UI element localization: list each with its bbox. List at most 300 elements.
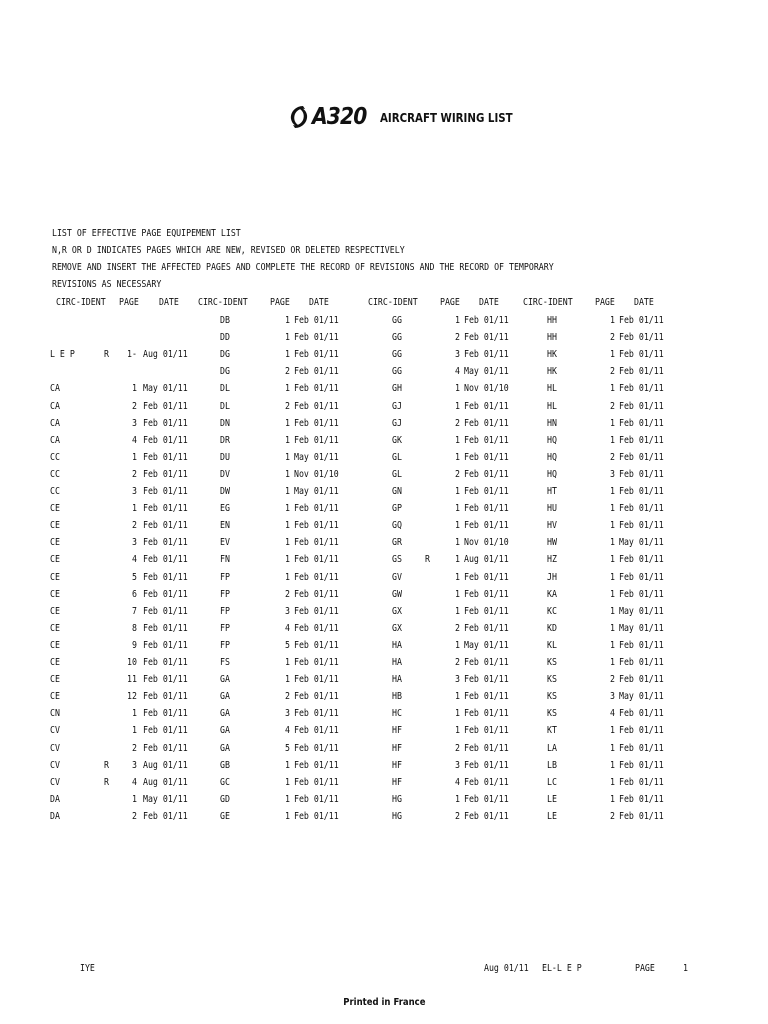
page-number-cell: 1 <box>285 486 290 497</box>
circ-ident-cell: CA <box>50 434 60 446</box>
date-cell: Feb 01/11 <box>464 708 509 720</box>
circ-ident-cell: HA <box>392 657 402 668</box>
date-cell: Feb 01/11 <box>143 742 188 754</box>
date-cell: Feb 01/11 <box>143 417 188 429</box>
page-number-cell: 3 <box>610 691 615 703</box>
circ-ident-cell: CV <box>50 742 60 754</box>
circ-ident-cell: GA <box>220 725 230 737</box>
date-cell: Feb 01/11 <box>143 588 188 600</box>
date-cell: Feb 01/11 <box>143 725 188 737</box>
page-number-cell: 1 <box>285 468 290 480</box>
circ-ident-cell: KS <box>547 691 557 703</box>
page-number-cell: 4 <box>132 776 137 788</box>
page-number-cell: 3 <box>455 674 460 686</box>
column-header-circ-ident: CIRC-IDENT <box>56 297 106 308</box>
page-number-cell: 1 <box>610 383 615 395</box>
circ-ident-cell: HG <box>392 810 402 822</box>
date-cell: May 01/11 <box>464 639 509 651</box>
circ-ident-cell: HV <box>547 520 557 532</box>
date-cell: Feb 01/11 <box>619 503 664 515</box>
date-cell: Feb 01/11 <box>464 332 509 344</box>
circ-ident-cell: HA <box>392 639 402 651</box>
info-line: REMOVE AND INSERT THE AFFECTED PAGES AND COMPLETE THE RECORD OF REVISIONS AND THE RECORD OF TEMPORARY <box>52 262 554 273</box>
page-number-cell: 2 <box>285 366 290 378</box>
date-cell: Nov 01/10 <box>294 468 339 480</box>
date-cell: Feb 01/11 <box>464 315 509 326</box>
column-header-date: DATE <box>309 297 329 308</box>
page-number-cell: 1 <box>285 315 290 326</box>
circ-ident-cell: HW <box>547 537 557 549</box>
page-number-cell: 1 <box>455 434 460 446</box>
date-cell: Feb 01/11 <box>143 810 188 822</box>
info-line: N,R OR D INDICATES PAGES WHICH ARE NEW, REVISED OR DELETED RESPECTIVELY <box>52 245 405 256</box>
circ-ident-cell: DU <box>220 451 230 463</box>
date-cell: Feb 01/11 <box>619 725 664 737</box>
date-cell: Feb 01/11 <box>294 349 339 361</box>
page-number-cell: 2 <box>132 520 137 532</box>
circ-ident-cell: DG <box>220 366 230 378</box>
printed-in-france: Printed in France <box>342 997 426 1008</box>
date-cell: Feb 01/11 <box>464 503 509 515</box>
page-number-cell: 3 <box>455 759 460 771</box>
circ-ident-cell: GR <box>392 537 402 549</box>
circ-ident-cell: GP <box>392 503 402 515</box>
page-number-cell: 1 <box>610 605 615 617</box>
page-number-cell: 3 <box>285 708 290 720</box>
page-number-cell: 1 <box>610 622 615 634</box>
date-cell: Feb 01/11 <box>294 810 339 822</box>
date-cell: May 01/11 <box>143 793 188 805</box>
circ-ident-cell: FP <box>220 588 230 600</box>
circ-ident-cell: GA <box>220 674 230 686</box>
circ-ident-cell: FP <box>220 622 230 634</box>
page-number-cell: 1 <box>610 793 615 805</box>
circ-ident-cell: DW <box>220 486 230 497</box>
page-number-cell: 2 <box>455 468 460 480</box>
circ-ident-cell: GK <box>392 434 402 446</box>
page-number-cell: 1 <box>455 554 460 566</box>
circ-ident-cell: GH <box>392 383 402 395</box>
page-number-cell: 1 <box>610 434 615 446</box>
circ-ident-cell: DA <box>50 793 60 805</box>
airbus-logo-icon <box>288 104 310 130</box>
page-number-cell: 1 <box>610 588 615 600</box>
circ-ident-cell: CE <box>50 605 60 617</box>
column-header-date: DATE <box>159 297 179 308</box>
circ-ident-cell: HK <box>547 366 557 378</box>
page-number-cell: 12 <box>127 691 137 703</box>
circ-ident-cell: CE <box>50 622 60 634</box>
page-number-cell: 1 <box>285 759 290 771</box>
date-cell: Feb 01/11 <box>619 759 664 771</box>
page-number-cell: 4 <box>285 725 290 737</box>
page-number-cell: 1 <box>455 383 460 395</box>
column-header-circ-ident: CIRC-IDENT <box>523 297 573 308</box>
date-cell: Feb 01/11 <box>464 349 509 361</box>
circ-ident-cell: LA <box>547 742 557 754</box>
circ-ident-cell: GS <box>392 554 402 566</box>
revision-flag: R <box>425 554 430 566</box>
circ-ident-cell: CE <box>50 691 60 703</box>
revision-flag: R <box>104 776 109 788</box>
footer-section: EL-L E P <box>542 963 582 974</box>
circ-ident-cell: FP <box>220 639 230 651</box>
circ-ident-cell: GE <box>220 810 230 822</box>
date-cell: May 01/11 <box>294 451 339 463</box>
date-cell: Feb 01/11 <box>464 725 509 737</box>
circ-ident-cell: L E P <box>50 349 75 361</box>
date-cell: Feb 01/11 <box>143 691 188 703</box>
circ-ident-cell: HQ <box>547 468 557 480</box>
page-number-cell: 2 <box>455 657 460 668</box>
date-cell: Feb 01/11 <box>143 639 188 651</box>
circ-ident-cell: HH <box>547 332 557 344</box>
circ-ident-cell: DL <box>220 383 230 395</box>
page-number-cell: 1 <box>285 810 290 822</box>
page-number-cell: 1 <box>610 417 615 429</box>
page-number-cell: 1 <box>610 349 615 361</box>
page-number-cell: 5 <box>285 639 290 651</box>
date-cell: Feb 01/11 <box>143 520 188 532</box>
page-number-cell: 1 <box>610 776 615 788</box>
page-number-cell: 2 <box>455 622 460 634</box>
page-number-cell: 1 <box>285 537 290 549</box>
column-header-page: PAGE <box>440 297 460 308</box>
page-number-cell: 1 <box>455 503 460 515</box>
page-number-cell: 1 <box>132 383 137 395</box>
page-number-cell: 1 <box>610 315 615 326</box>
circ-ident-cell: DL <box>220 400 230 412</box>
date-cell: Feb 01/11 <box>143 657 188 668</box>
date-cell: Feb 01/11 <box>619 349 664 361</box>
page-number-cell: 1 <box>455 725 460 737</box>
date-cell: Feb 01/11 <box>619 657 664 668</box>
circ-ident-cell: KS <box>547 708 557 720</box>
page-number-cell: 1 <box>610 486 615 497</box>
page-number-cell: 1 <box>610 571 615 583</box>
date-cell: Feb 01/11 <box>294 759 339 771</box>
footer-revision-date: Aug 01/11 <box>484 963 529 974</box>
date-cell: Feb 01/11 <box>294 332 339 344</box>
page-number-cell: 2 <box>610 332 615 344</box>
date-cell: Feb 01/11 <box>619 520 664 532</box>
circ-ident-cell: HT <box>547 486 557 497</box>
date-cell: Feb 01/11 <box>619 708 664 720</box>
page-number-cell: 1 <box>455 400 460 412</box>
page-number-cell: 2 <box>610 366 615 378</box>
date-cell: Feb 01/11 <box>464 657 509 668</box>
circ-ident-cell: CV <box>50 725 60 737</box>
footer-page-label: PAGE <box>635 963 655 974</box>
page-number-cell: 3 <box>455 349 460 361</box>
date-cell: Aug 01/11 <box>143 349 188 361</box>
page-number-cell: 4 <box>132 434 137 446</box>
circ-ident-cell: GG <box>392 349 402 361</box>
page-number-cell: 11 <box>127 674 137 686</box>
page-number-cell: 1 <box>285 520 290 532</box>
page-number-cell: 5 <box>285 742 290 754</box>
date-cell: Feb 01/11 <box>294 537 339 549</box>
date-cell: Feb 01/11 <box>143 605 188 617</box>
date-cell: Feb 01/11 <box>619 588 664 600</box>
circ-ident-cell: CC <box>50 486 60 497</box>
circ-ident-cell: HG <box>392 793 402 805</box>
circ-ident-cell: LE <box>547 810 557 822</box>
circ-ident-cell: FS <box>220 657 230 668</box>
date-cell: Feb 01/11 <box>143 537 188 549</box>
date-cell: Feb 01/11 <box>294 691 339 703</box>
page-number-cell: 1 <box>455 639 460 651</box>
circ-ident-cell: HQ <box>547 451 557 463</box>
date-cell: Feb 01/11 <box>464 588 509 600</box>
circ-ident-cell: HF <box>392 742 402 754</box>
date-cell: Feb 01/11 <box>143 486 188 497</box>
date-cell: Feb 01/11 <box>143 674 188 686</box>
date-cell: Feb 01/11 <box>619 742 664 754</box>
page-number-cell: 1 <box>285 434 290 446</box>
date-cell: Feb 01/11 <box>464 486 509 497</box>
page-number-cell: 2 <box>455 417 460 429</box>
date-cell: Feb 01/11 <box>464 520 509 532</box>
page-number-cell: 1 <box>455 605 460 617</box>
circ-ident-cell: HZ <box>547 554 557 566</box>
date-cell: Feb 01/11 <box>294 315 339 326</box>
page-number-cell: 2 <box>455 742 460 754</box>
circ-ident-cell: GL <box>392 468 402 480</box>
date-cell: Feb 01/11 <box>143 554 188 566</box>
date-cell: Feb 01/11 <box>294 657 339 668</box>
date-cell: Feb 01/11 <box>294 793 339 805</box>
circ-ident-cell: KT <box>547 725 557 737</box>
circ-ident-cell: DN <box>220 417 230 429</box>
date-cell: Feb 01/11 <box>464 434 509 446</box>
date-cell: Feb 01/11 <box>619 571 664 583</box>
circ-ident-cell: HK <box>547 349 557 361</box>
page-number-cell: 3 <box>132 417 137 429</box>
page-number-cell: 2 <box>285 400 290 412</box>
date-cell: Feb 01/11 <box>294 742 339 754</box>
date-cell: Feb 01/11 <box>143 622 188 634</box>
circ-ident-cell: HA <box>392 674 402 686</box>
date-cell: May 01/11 <box>143 383 188 395</box>
circ-ident-cell: KA <box>547 588 557 600</box>
date-cell: Feb 01/11 <box>294 366 339 378</box>
circ-ident-cell: GV <box>392 571 402 583</box>
page-number-cell: 1 <box>455 571 460 583</box>
circ-ident-cell: DG <box>220 349 230 361</box>
circ-ident-cell: GG <box>392 332 402 344</box>
circ-ident-cell: CC <box>50 468 60 480</box>
date-cell: Feb 01/11 <box>464 400 509 412</box>
date-cell: Feb 01/11 <box>294 571 339 583</box>
date-cell: Feb 01/11 <box>464 451 509 463</box>
page-number-cell: 1 <box>455 793 460 805</box>
circ-ident-cell: CE <box>50 537 60 549</box>
date-cell: May 01/11 <box>294 486 339 497</box>
info-line: REVISIONS AS NECESSARY <box>52 279 162 290</box>
circ-ident-cell: HC <box>392 708 402 720</box>
page-number-cell: 2 <box>610 451 615 463</box>
circ-ident-cell: GB <box>220 759 230 771</box>
page-number-cell: 1 <box>285 674 290 686</box>
circ-ident-cell: DV <box>220 468 230 480</box>
page-number-cell: 1 <box>455 537 460 549</box>
revision-flag: R <box>104 759 109 771</box>
circ-ident-cell: HF <box>392 759 402 771</box>
circ-ident-cell: LB <box>547 759 557 771</box>
date-cell: Feb 01/11 <box>143 708 188 720</box>
circ-ident-cell: CE <box>50 520 60 532</box>
page-number-cell: 1 <box>455 588 460 600</box>
page-number-cell: 2 <box>610 400 615 412</box>
date-cell: Feb 01/11 <box>619 674 664 686</box>
page-number-cell: 1 <box>285 571 290 583</box>
column-header-page: PAGE <box>119 297 139 308</box>
circ-ident-cell: GG <box>392 366 402 378</box>
page-number-cell: 2 <box>132 468 137 480</box>
page-number-cell: 2 <box>610 810 615 822</box>
column-header-page: PAGE <box>595 297 615 308</box>
circ-ident-cell: HL <box>547 400 557 412</box>
page-number-cell: 1 <box>610 759 615 771</box>
circ-ident-cell: GJ <box>392 400 402 412</box>
circ-ident-cell: CE <box>50 554 60 566</box>
date-cell: May 01/11 <box>464 366 509 378</box>
circ-ident-cell: GN <box>392 486 402 497</box>
date-cell: Feb 01/11 <box>294 639 339 651</box>
date-cell: Feb 01/11 <box>294 674 339 686</box>
date-cell: Feb 01/11 <box>294 383 339 395</box>
date-cell: Feb 01/11 <box>619 451 664 463</box>
circ-ident-cell: CA <box>50 400 60 412</box>
page-number-cell: 1 <box>455 520 460 532</box>
page-number-cell: 1 <box>132 725 137 737</box>
page-number-cell: 1- <box>127 349 137 361</box>
page-number-cell: 2 <box>132 400 137 412</box>
date-cell: Nov 01/10 <box>464 383 509 395</box>
date-cell: Feb 01/11 <box>143 503 188 515</box>
circ-ident-cell: GJ <box>392 417 402 429</box>
page-number-cell: 1 <box>455 315 460 326</box>
date-cell: May 01/11 <box>619 537 664 549</box>
date-cell: Feb 01/11 <box>619 366 664 378</box>
page-number-cell: 3 <box>132 537 137 549</box>
page-number-cell: 6 <box>132 588 137 600</box>
date-cell: Feb 01/11 <box>619 639 664 651</box>
circ-ident-cell: GX <box>392 622 402 634</box>
column-header-circ-ident: CIRC-IDENT <box>198 297 248 308</box>
page-number-cell: 1 <box>285 383 290 395</box>
date-cell: Feb 01/11 <box>464 776 509 788</box>
page-number-cell: 2 <box>132 810 137 822</box>
circ-ident-cell: CV <box>50 759 60 771</box>
date-cell: Feb 01/11 <box>294 417 339 429</box>
page-number-cell: 1 <box>455 451 460 463</box>
date-cell: Feb 01/11 <box>294 588 339 600</box>
page-number-cell: 2 <box>610 674 615 686</box>
footer-code: IYE <box>80 963 95 974</box>
circ-ident-cell: DB <box>220 315 230 326</box>
date-cell: Aug 01/11 <box>464 554 509 566</box>
column-header-page: PAGE <box>270 297 290 308</box>
circ-ident-cell: DR <box>220 434 230 446</box>
date-cell: Feb 01/11 <box>464 417 509 429</box>
date-cell: Feb 01/11 <box>464 742 509 754</box>
page-number-cell: 2 <box>285 691 290 703</box>
circ-ident-cell: FP <box>220 571 230 583</box>
date-cell: Feb 01/11 <box>464 605 509 617</box>
date-cell: Aug 01/11 <box>143 759 188 771</box>
page-number-cell: 3 <box>132 759 137 771</box>
page-number-cell: 1 <box>610 537 615 549</box>
circ-ident-cell: KL <box>547 639 557 651</box>
page-number-cell: 8 <box>132 622 137 634</box>
date-cell: Feb 01/11 <box>464 793 509 805</box>
circ-ident-cell: KS <box>547 657 557 668</box>
date-cell: Feb 01/11 <box>143 451 188 463</box>
circ-ident-cell: KS <box>547 674 557 686</box>
aircraft-model: A320 <box>312 104 367 130</box>
date-cell: May 01/11 <box>619 691 664 703</box>
circ-ident-cell: KC <box>547 605 557 617</box>
page-number-cell: 1 <box>610 554 615 566</box>
page-number-cell: 2 <box>455 810 460 822</box>
circ-ident-cell: HH <box>547 315 557 326</box>
circ-ident-cell: LE <box>547 793 557 805</box>
circ-ident-cell: CE <box>50 571 60 583</box>
page-number-cell: 1 <box>132 793 137 805</box>
page-number-cell: 4 <box>132 554 137 566</box>
date-cell: Feb 01/11 <box>294 776 339 788</box>
page-number-cell: 3 <box>132 486 137 497</box>
page-number-cell: 10 <box>127 657 137 668</box>
circ-ident-cell: CE <box>50 503 60 515</box>
page-number-cell: 1 <box>455 691 460 703</box>
page-number-cell: 1 <box>285 776 290 788</box>
circ-ident-cell: DA <box>50 810 60 822</box>
date-cell: Feb 01/11 <box>294 554 339 566</box>
circ-ident-cell: CE <box>50 639 60 651</box>
circ-ident-cell: EV <box>220 537 230 549</box>
page-number-cell: 2 <box>455 332 460 344</box>
circ-ident-cell: FP <box>220 605 230 617</box>
circ-ident-cell: GW <box>392 588 402 600</box>
circ-ident-cell: KD <box>547 622 557 634</box>
date-cell: Feb 01/11 <box>619 776 664 788</box>
circ-ident-cell: CE <box>50 588 60 600</box>
circ-ident-cell: CA <box>50 383 60 395</box>
date-cell: Feb 01/11 <box>464 571 509 583</box>
circ-ident-cell: HF <box>392 725 402 737</box>
page-number-cell: 4 <box>455 776 460 788</box>
date-cell: Feb 01/11 <box>294 708 339 720</box>
page-number-cell: 1 <box>610 742 615 754</box>
circ-ident-cell: GG <box>392 315 402 326</box>
date-cell: Feb 01/11 <box>464 622 509 634</box>
page-number-cell: 1 <box>610 725 615 737</box>
page-number-cell: 1 <box>610 520 615 532</box>
date-cell: Feb 01/11 <box>464 759 509 771</box>
page-number-cell: 3 <box>610 468 615 480</box>
date-cell: Feb 01/11 <box>143 571 188 583</box>
date-cell: Feb 01/11 <box>294 520 339 532</box>
page-number-cell: 2 <box>285 588 290 600</box>
date-cell: Feb 01/11 <box>464 810 509 822</box>
date-cell: May 01/11 <box>619 605 664 617</box>
circ-ident-cell: GD <box>220 793 230 805</box>
circ-ident-cell: FN <box>220 554 230 566</box>
page-number-cell: 1 <box>285 451 290 463</box>
